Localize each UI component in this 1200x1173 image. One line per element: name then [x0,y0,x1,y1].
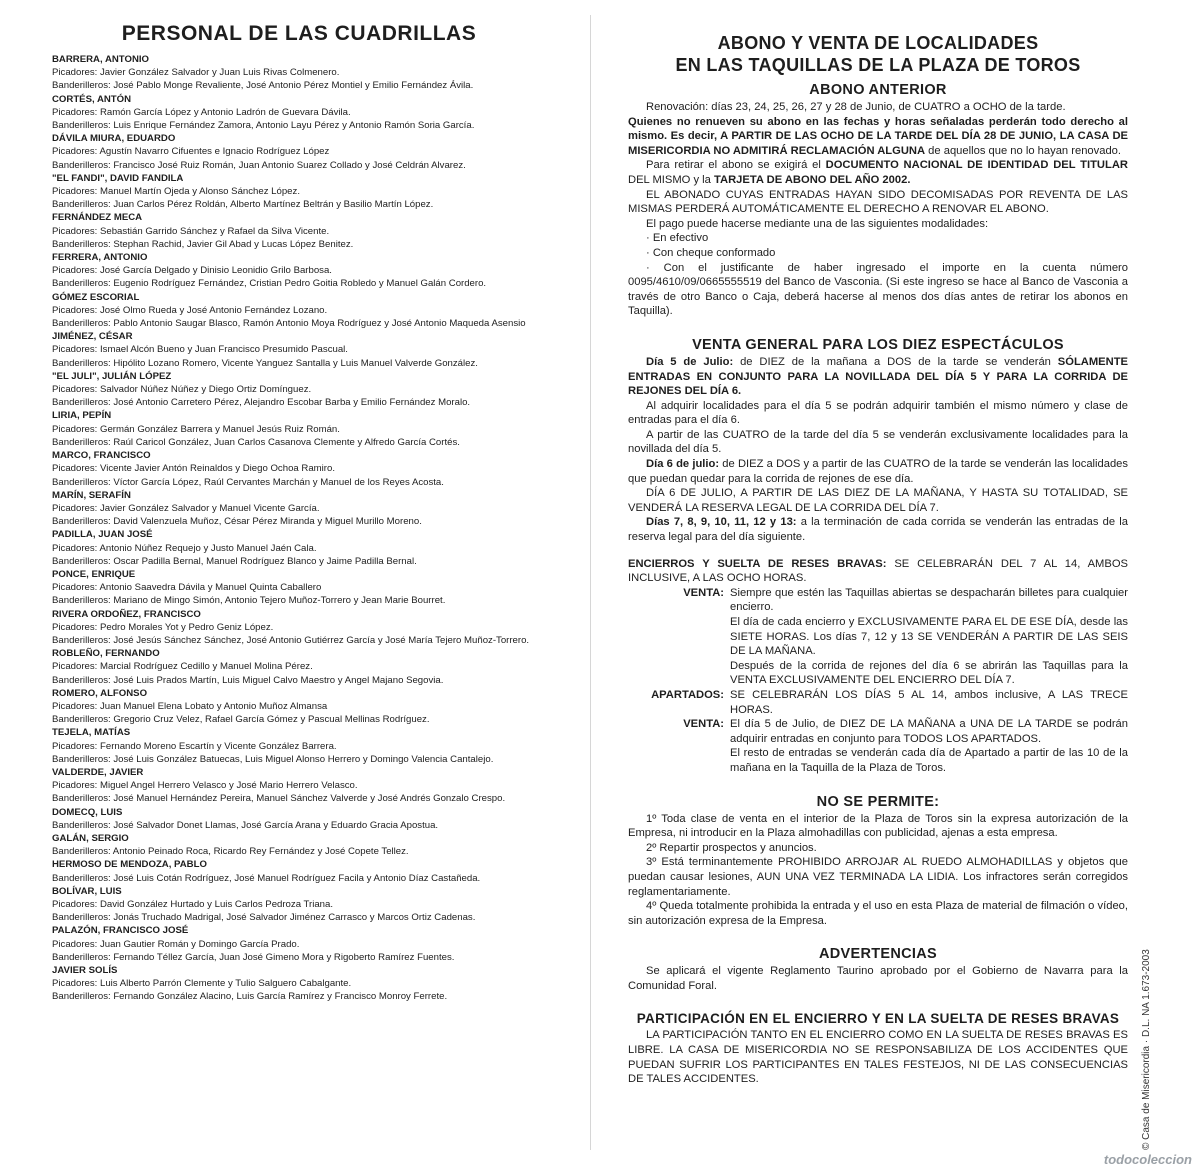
cuadrilla-line: Picadores: Vicente Javier Antón Reinaldos y Diego Ochoa Ramiro. [52,463,335,475]
no-permite-heading: NO SE PERMITE: [816,793,940,810]
cuadrilla-line: Banderilleros: José Salvador Donet Llamas, José García Arana y Eduardo Gracia Apostua. [52,819,439,831]
cuadrilla-entry [52,291,546,331]
cuadrilla-entry [52,370,546,410]
abono-title-line1: ABONO Y VENTA DE LOCALIDADES [717,33,1039,53]
encierros-venta-label: VENTA: [683,586,724,599]
apartados-venta-text [730,717,1128,775]
matador-name: MARÍN, SERAFÍN [52,489,131,501]
cuadrilla-line: Picadores: Juan Gautier Román y Domingo García Prado. [52,938,300,950]
abono-retirar-text [628,158,1128,187]
cuadrilla-line: Banderilleros: Raúl Caricol González, Juan Carlos Casanova Clemente y Alfredo García Cortés. [52,436,460,448]
cuadrilla-line: Picadores: Ismael Alcón Bueno y Juan Francisco Presumido Pascual. [52,344,348,356]
matador-name: MARCO, FRANCISCO [52,450,151,462]
cuadrilla-entry [52,964,546,1004]
advertencias-heading: ADVERTENCIAS [819,946,937,963]
cuadrilla-entry [52,885,546,925]
venta-dia6-label: Día 6 de julio: [646,458,720,471]
venta-dia5-p2: Al adquirir localidades para el día 5 se podrán adquirir también el mismo número y clase de entradas para el día 6. [628,399,1128,427]
matador-name: ROMERO, ALFONSO [52,687,148,699]
cuadrilla-line: Banderilleros: David Valenzuela Muñoz, César Pérez Miranda y Miguel Murillo Moreno. [52,516,422,528]
venta-dia7-body: a la terminación de cada corrida se venderán las entradas de la reserva legal para del día siguiente. [628,516,1129,544]
apartados-label: APARTADOS: [651,688,724,701]
encierros-venta-b: El día de cada encierro y EXCLUSIVAMENTE PARA EL DE ESE DÍA, desde las SIETE HORAS. Los días 7, 12 y 13 SE VENDERÁN A PARTIR DE LAS SEIS DE LA MAÑANA. [730,616,1128,658]
cuadrilla-line: Banderilleros: Francisco José Ruiz Román, Juan Antonio Suarez Collado y José Celdrán Alvarez. [52,159,466,171]
cuadrilla-line: Banderilleros: Eugenio Rodríguez Fernández, Cristian Pedro Goitia Robledo y Manuel Galán Cordero. [52,278,487,290]
cuadrilla-line: Banderilleros: José Luis Cotán Rodríguez, José Manuel Rodríguez Facila y Antonio Díaz Castañeda. [52,872,481,884]
cuadrilla-entry [52,858,546,884]
cuadrilla-line: Banderilleros: Pablo Antonio Saugar Blasco, Ramón Antonio Moya Rodríguez y José Antonio Maqueda Asensio [52,318,526,330]
column-divider [590,15,591,1150]
cuadrilla-line: Banderilleros: Hipólito Lozano Romero, Vicente Yanguez Santalla y Luis Manuel Valverde González. [52,357,478,369]
cuadrilla-line: Banderilleros: Fernando González Alacino, Luis García Ramírez y Francisco Monroy Ferrete. [52,991,448,1003]
cuadrilla-line: Banderilleros: Antonio Peinado Roca, Ricardo Rey Fernández y José Copete Tellez. [52,846,409,858]
no-permite-item-2: 2º Repartir prospectos y anuncios. [646,841,817,854]
venta-dia5-label: Día 5 de Julio: [646,355,734,368]
matador-name: VALDERDE, JAVIER [52,766,144,778]
matador-name: PONCE, ENRIQUE [52,568,136,580]
cuadrilla-line: Picadores: Sebastián Garrido Sánchez y Rafael da Silva Vicente. [52,225,330,237]
matador-name: PALAZÓN, FRANCISCO JOSÉ [52,925,189,937]
encierros-intro-bold: ENCIERROS Y SUELTA DE RESES BRAVAS: [628,557,887,570]
cuadrillas-list [52,53,546,1004]
matador-name: CORTÉS, ANTÓN [52,93,132,105]
cuadrilla-entry [52,766,546,806]
encierros-venta-c: Después de la corrida de rejones del día 6 se abrirán las Taquillas para la VENTA EXCLUSIVAMENTE DEL ENCIERRO DEL DÍA 7. [730,659,1128,687]
spacer [628,776,1128,788]
abono-warning-bold: Quienes no renueven su abono en las fechas y horas señaladas perderán todo derecho al mismo. Es decir, A PARTIR DE LAS OCHO DE LA TARDE DEL DÍA 28 DE JUNIO, LA CASA DE MISERICORDIA NO ADMITIRÁ RECLAMACIÓN ALGUNA [628,115,1128,157]
cuadrilla-line: Banderilleros: Mariano de Mingo Simón, Antonio Tejero Muñoz-Torrero y Jean Marie Bourret. [52,595,446,607]
encierros-venta-text [730,586,1128,688]
copyright-side-text: © Casa de Misericordia · D.L. NA 1.673-2003 [1141,949,1152,1150]
no-permite-item-3: 3º Está terminantemente PROHIBIDO ARROJAR AL RUEDO ALMOHADILLAS y objetos que puedan causar lesiones, AUN UNA VEZ TERMINADA LA LIDIA. Los infractores serán corregidos reglamentariamente. [628,856,1128,898]
matador-name: DÁVILA MIURA, EDUARDO [52,133,176,145]
abono-warning-rest: de aquellos que no lo hayan renovado. [925,144,1122,157]
cuadrilla-entry [52,211,546,251]
cuadrilla-line: Picadores: Ramón García López y Antonio Ladrón de Guevara Dávila. [52,106,351,118]
apartados-venta-row [628,717,1128,775]
cuadrilla-entry [52,832,546,858]
cuadrilla-entry [52,647,546,687]
cuadrilla-entry [52,687,546,727]
encierros-intro [628,557,1128,586]
spacer [628,993,1128,1005]
apartados-row [628,688,1128,717]
cuadrilla-entry [52,53,546,93]
cuadrilla-line: Banderilleros: Luis Enrique Fernández Zamora, Antonio Layu Pérez y Antonio Ramón Soria García. [52,120,475,132]
apartados-venta-b: El resto de entradas se venderán cada día de Apartado a partir de las 10 de la mañana en la Taquilla de la Plaza de Toros. [730,747,1128,774]
cuadrilla-entry [52,409,546,449]
matador-name: RIVERA ORDOÑEZ, FRANCISCO [52,608,201,620]
spacer [628,319,1128,331]
cuadrillas-title: PERSONAL DE LAS CUADRILLAS [121,22,477,45]
abono-main-title [628,32,1128,76]
abono-pago-option-1: · En efectivo [646,232,709,245]
cuadrilla-entry [52,132,546,172]
cuadrilla-line: Banderilleros: Fernando Téllez García, Juan José Gimeno Mora y Rigoberto Ramírez Fuentes. [52,951,455,963]
apartados-text: SE CELEBRARÁN LOS DÍAS 5 AL 14, ambos inclusive, A LAS TRECE HORAS. [730,688,1128,716]
participacion-heading: PARTICIPACIÓN EN EL ENCIERRO Y EN LA SUELTA DE RESES BRAVAS [636,1011,1120,1027]
cuadrilla-entry [52,330,546,370]
abono-retirar-b: DOCUMENTO NACIONAL DE IDENTIDAD DEL TITULAR [825,159,1129,172]
abono-retirar-c: DEL MISMO y la [628,173,714,186]
cuadrilla-line: Banderilleros: José Luis González Batuecas, Luis Miguel Alonso Herrero y Domingo Valencia Cantalejo. [52,753,494,765]
cuadrilla-line: Picadores: Javier González Salvador y Juan Luis Rivas Colmenero. [52,67,340,79]
cuadrilla-line: Picadores: Antonio Núñez Requejo y Justo Manuel Jaén Cala. [52,542,317,554]
cuadrilla-entry [52,568,546,608]
cuadrilla-entry [52,449,546,489]
cuadrilla-line: Picadores: José García Delgado y Dinisio Leonidio Grilo Barbosa. [52,265,332,277]
no-permite-item-1: 1º Toda clase de venta en el interior de la Plaza de Toros sin la expresa autorización de la Empresa, ni introducir en la Plaza almohadillas con publicidad, ajenas a esta empresa. [628,812,1128,840]
cuadrilla-line: Picadores: Miguel Angel Herrero Velasco y José Mario Herrero Velasco. [52,780,358,792]
venta-dia7-text [628,515,1128,544]
encierros-intro-rest: SE CELEBRARÁN DEL 7 AL 14, AMBOS INCLUSIVE, A LAS OCHO HORAS. [628,557,1128,585]
participacion-text: LA PARTICIPACIÓN TANTO EN EL ENCIERRO COMO EN LA SUELTA DE RESES BRAVAS ES LIBRE. LA CASA DE MISERICORDIA NO SE RESPONSABILIZA DE LOS ACCIDENTES QUE PUEDAN SUFRIR LOS PARTICIPANTES EN TALES FESTEJOS, NI DE LAS CONSECUENCIAS DE TALES ACCIDENTES. [628,1029,1128,1086]
cuadrilla-line: Banderilleros: José Jesús Sánchez Sánchez, José Antonio Gutiérrez García y José María Tejero Muñoz-Torrero. [52,634,530,646]
cuadrilla-line: Banderilleros: Stephan Rachid, Javier Gil Abad y Lucas López Benitez. [52,238,354,250]
venta-dia5-body: de DIEZ de la mañana a DOS de la tarde se venderán [733,355,1058,368]
cuadrilla-line: Picadores: José Olmo Rueda y José Antonio Fernández Lozano. [52,304,328,316]
spacer [628,928,1128,940]
abono-anterior-heading: ABONO ANTERIOR [809,82,947,98]
abono-pago-text: El pago puede hacerse mediante una de las siguientes modalidades: [646,217,989,230]
cuadrilla-line: Picadores: Javier González Salvador y Manuel Vicente García. [52,502,320,514]
venta-dia6-text [628,457,1128,486]
cuadrilla-line: Picadores: Juan Manuel Elena Lobato y Antonio Muñoz Almansa [52,700,328,712]
cuadrilla-line: Picadores: David González Hurtado y Luis Carlos Pedroza Triana. [52,899,334,910]
venta-dia7-label: Días 7, 8, 9, 10, 11, 12 y 13: [646,516,797,529]
matador-name: ROBLEÑO, FERNANDO [52,648,160,660]
matador-name: "EL JULI", JULIÁN LÓPEZ [52,370,172,382]
venta-dia6-p2: DÍA 6 DE JULIO, A PARTIR DE LAS DIEZ DE LA MAÑANA, Y HASTA SU TOTALIDAD, SE VENDERÁ LA RESERVA LEGAL DE LA CORRIDA DEL DÍA 7. [628,487,1128,514]
matador-name: TEJELA, MATÍAS [52,727,131,739]
cuadrilla-line: Banderilleros: Juan Carlos Pérez Roldán, Alberto Martínez Beltrán y Basilio Martín López. [52,199,434,211]
abono-title-line2: EN LAS TAQUILLAS DE LA PLAZA DE TOROS [675,55,1081,75]
abono-retirar-a: Para retirar el abono se exigirá el [646,159,826,172]
abono-pago-option-3: · Con el justificante de haber ingresado el importe en la cuenta número 0095/4610/09/0665555519 del Banco de Vasconia. (Si este ingreso se hace al Banco de Vasconia a través de otro Banco o Caja, deberá hacerse al menos dos días antes de retirar los abonos en Taquilla). [628,261,1128,318]
cuadrillas-column [52,22,546,1004]
cuadrilla-entry [52,528,546,568]
cuadrilla-line: Picadores: Antonio Saavedra Dávila y Manuel Quinta Caballero [52,582,322,594]
matador-name: FERNÁNDEZ MECA [52,212,143,224]
encierros-venta-row [628,586,1128,688]
cuadrilla-line: Banderilleros: José Antonio Carretero Pérez, Alejandro Escobar Barba y Emilio Fernández Moralo. [52,397,471,409]
cuadrilla-line: Picadores: Luis Alberto Parrón Clemente y Tulio Salguero Cabalgante. [52,978,352,990]
cuadrilla-line: Banderilleros: José Pablo Monge Revaliente, José Antonio Pérez Montiel y Emilio Fernández Ávila. [52,80,474,92]
matador-name: HERMOSO DE MENDOZA, PABLO [52,859,207,871]
matador-name: DOMECQ, LUIS [52,806,123,818]
venta-general-heading: VENTA GENERAL PARA LOS DIEZ ESPECTÁCULOS [692,336,1064,353]
apartados-venta-label: VENTA: [683,718,724,731]
watermark-logo: todocoleccion [1103,1152,1192,1167]
venta-dia5-p3: A partir de las CUATRO de la tarde del día 5 se venderán exclusivamente localidades para la novillada del día 5. [628,428,1128,456]
cuadrilla-line: Banderilleros: Víctor García López, Raúl Cervantes Marchán y Manuel de los Reyes Acosta. [52,476,444,488]
no-permite-item-4: 4º Queda totalmente prohibida la entrada y el uso en esta Plaza de material de filmación o vídeo, sin autorización expresa de la Empresa. [628,900,1128,927]
cuadrilla-entry [52,608,546,648]
matador-name: JAVIER SOLÍS [52,965,118,977]
cuadrilla-line: Picadores: Manuel Martín Ojeda y Alonso Sánchez López. [52,186,300,198]
apartados-venta-a: El día 5 de Julio, de DIEZ DE LA MAÑANA a UNA DE LA TARDE se podrán adquirir entradas en conjunto para TODOS LOS APARTADOS. [730,718,1128,745]
abono-warning-text [628,115,1128,159]
matador-name: FERRERA, ANTONIO [52,252,148,264]
cuadrilla-line: Picadores: Salvador Núñez Núñez y Diego Ortiz Domínguez. [52,384,312,396]
cuadrilla-entry [52,93,546,133]
abono-pago-option-2: · Con cheque conformado [646,246,776,259]
venta-dia5-bold: SÓLAMENTE ENTRADAS EN CONJUNTO PARA LA NOVILLADA DEL DÍA 5 Y PARA LA CORRIDA DE REJONES DEL DÍA 6. [628,355,1129,398]
encierros-venta-a: Siempre que estén las Taquillas abiertas se despacharán billetes para cualquier encierro. [730,586,1128,614]
abono-retirar-d: TARJETA DE ABONO DEL AÑO 2002. [714,173,911,186]
spacer [628,545,1128,557]
matador-name: JIMÉNEZ, CÉSAR [52,331,133,343]
abono-renovacion-text: Renovación: días 23, 24, 25, 26, 27 y 28 de Junio, de CUATRO a OCHO de la tarde. [646,101,1066,113]
cuadrilla-entry [52,726,546,766]
cuadrilla-line: Picadores: Germán González Barrera y Manuel Jesús Ruiz Román. [52,423,340,435]
cuadrilla-entry [52,251,546,291]
cuadrilla-line: Banderilleros: José Luis Prados Martín, Luis Miguel Calvo Maestro y Angel Majano Segovia. [52,674,444,686]
cuadrilla-line: Banderilleros: Oscar Padilla Bernal, Manuel Rodríguez Blanco y Jaime Padilla Bernal. [52,555,417,567]
cuadrilla-line: Banderilleros: Jonás Truchado Madrigal, José Salvador Jiménez Carrasco y Marcos Ortiz Cadenas. [52,912,476,924]
matador-name: PADILLA, JUAN JOSÉ [52,529,153,541]
cuadrilla-line: Picadores: Fernando Moreno Escartín y Vicente González Barrera. [52,740,337,752]
matador-name: GÓMEZ ESCORIAL [52,291,140,303]
matador-name: LIRIA, PEPÍN [52,410,112,422]
matador-name: BOLÍVAR, LUIS [52,885,122,897]
matador-name: "EL FANDI", DAVID FANDILA [52,172,184,184]
cuadrilla-line: Banderilleros: Gregorio Cruz Velez, Rafael García Gómez y Pascual Mellinas Rodríguez. [52,714,430,726]
venta-dia6-body: de DIEZ a DOS y a partir de las CUATRO de la tarde se venderán las localidades que puedan quedar para la corrida de rejones de ese día. [628,458,1128,485]
cuadrilla-entry [52,806,546,832]
cuadrilla-line: Banderilleros: José Manuel Hernández Pereira, Manuel Sánchez Valverde y José Andrés Gonzalo Crespo. [52,793,506,805]
advertencias-text: Se aplicará el vigente Reglamento Taurino aprobado por el Gobierno de Navarra para la Comunidad Foral. [628,965,1128,992]
cuadrilla-entry [52,489,546,529]
cuadrilla-entry [52,172,546,212]
cuadrilla-line: Picadores: Pedro Morales Yot y Pedro Geniz López. [52,621,274,633]
matador-name: GALÁN, SERGIO [52,832,129,844]
venta-dia5-text [628,355,1128,399]
abono-column [628,32,1128,1087]
cuadrilla-line: Picadores: Marcial Rodríguez Cedillo y Manuel Molina Pérez. [52,661,313,673]
cuadrilla-line: Picadores: Agustín Navarro Cifuentes e Ignacio Rodríguez López [52,146,330,158]
abono-decomiso-text: EL ABONADO CUYAS ENTRADAS HAYAN SIDO DECOMISADAS POR REVENTA DE LAS MISMAS PERDERÁ AUTOMÁTICAMENTE EL DERECHO A RENOVAR EL ABONO. [628,188,1128,216]
matador-name: BARRERA, ANTONIO [52,54,150,65]
cuadrilla-entry [52,924,546,964]
